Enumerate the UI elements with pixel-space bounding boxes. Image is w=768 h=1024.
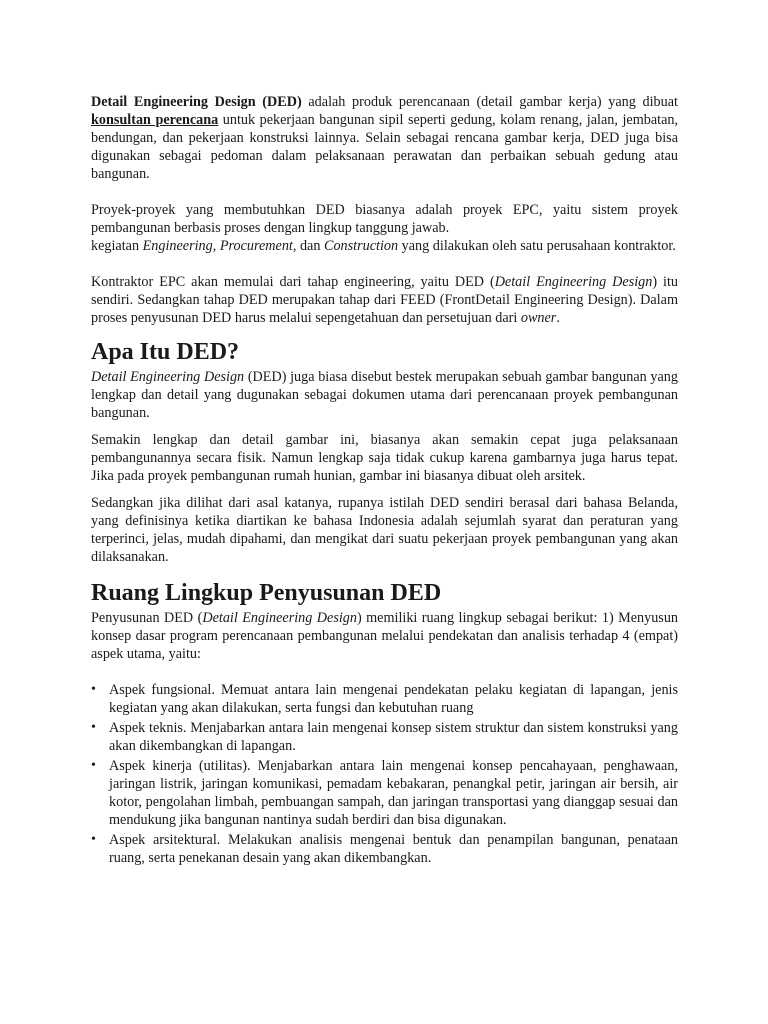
owner-term: owner <box>520 310 557 326</box>
apa-itu-p1-text: (DED) juga biasa disebut bestek merupakan sebuah gambar bangunan yang lengkap dan detail yang dugunakan sebagai dokumen utama dari perencanaan proyek pembangunan bangunan. <box>91 369 678 421</box>
heading-ruang-lingkup: Ruang Lingkup Penyusunan DED <box>91 580 442 606</box>
bullet-icon: • <box>91 720 96 735</box>
apa-itu-paragraph-1 <box>91 368 678 422</box>
aspek-list <box>91 681 678 867</box>
bullet-icon: • <box>91 758 96 773</box>
intro-p4-text-2: ) itu sendiri. Sedangkan tahap DED merupakan tahap dari FEED (FrontDetail Engineering Design). Dalam proses penyusunan DED harus melalui sepengetahuan dan persetujuan dari <box>91 274 678 326</box>
konsultan-perencana-link[interactable]: konsultan perencana <box>91 112 219 128</box>
apa-itu-paragraph-3: Sedangkan jika dilihat dari asal katanya, rupanya istilah DED sendiri berasal dari bahasa Belanda, yang definisinya ketika diartikan ke bahasa Indonesia adalah sejumlah syarat dan peraturan yang terperinci, jelas, mudah dipahami, dan mengikat dari suatu pekerjaan proyek pembangunan yang akan dilaksanakan. <box>91 495 678 565</box>
intro-p1-text-1: adalah produk perencanaan (detail gambar kerja) yang dibuat <box>301 94 678 110</box>
intro-p3-text-2: , <box>212 238 220 254</box>
intro-p3-text-1: kegiatan <box>91 238 143 254</box>
bullet-icon: • <box>91 682 96 697</box>
intro-paragraph-1 <box>91 93 678 183</box>
procurement-term: Procurement <box>219 238 293 254</box>
list-item <box>91 681 678 717</box>
list-item <box>91 831 678 867</box>
list-item <box>91 757 678 829</box>
list-item-text: Aspek teknis. Menjabarkan antara lain mengenai konsep sistem struktur dan sistem konstruksi yang akan dikembangkan di lapangan. <box>109 720 678 754</box>
intro-p3-text-3: , dan <box>292 238 324 254</box>
intro-p4-text-1: Kontraktor EPC akan memulai dari tahap engineering, yaitu DED ( <box>91 274 495 290</box>
list-item-text: Aspek fungsional. Memuat antara lain mengenai pendekatan pelaku kegiatan di lapangan, jenis kegiatan yang akan dilakukan, serta fungsi dan kebutuhan ruang <box>109 682 678 716</box>
intro-paragraph-2: Proyek-proyek yang membutuhkan DED biasanya adalah proyek EPC, yaitu sistem proyek pembangunan berbasis proses dengan lingkup tanggung jawab. <box>91 202 678 236</box>
bullet-icon: • <box>91 832 96 847</box>
heading-apa-itu-ded: Apa Itu DED? <box>91 339 240 365</box>
ded-term: Detail Engineering Design (DED) <box>91 94 302 110</box>
intro-p1-text-2: untuk pekerjaan bangunan sipil seperti gedung, kolam renang, jalan, jembatan, bendungan, dan pekerjaan konstruksi lainnya. Selain sebagai rencana gambar kerja, DED juga bisa digunakan sebagai pedoman dalam pelaksanaan perawatan dan perbaikan sebuah gedung atau bangunan. <box>91 112 679 182</box>
apa-itu-paragraph-2: Semakin lengkap dan detail gambar ini, biasanya akan semakin cepat juga pelaksanaan pembangunannya secara fisik. Namun lengkap saja tidak cukup karena gambarnya juga harus tepat. Jika pada proyek pembangunan rumah hunian, gambar ini biasanya dibuat oleh arsitek. <box>91 432 678 484</box>
intro-p3-text-4: yang dilakukan oleh satu perusahaan kontraktor. <box>398 238 676 254</box>
intro-paragraph-4 <box>91 273 678 327</box>
detail-engineering-design-term: Detail Engineering Design <box>91 369 245 385</box>
list-item <box>91 719 678 755</box>
ruang-p1-text-2: ) memiliki ruang lingkup sebagai berikut: 1) Menyusun konsep dasar program perencanaan pembangunan melalui pendekatan dan analisis terhadap 4 (empat) aspek utama, yaitu: <box>91 610 679 662</box>
list-item-text: Aspek arsitektural. Melakukan analisis mengenai bentuk dan penampilan bangunan, penataan ruang, serta penekanan desain yang akan dikembangkan. <box>109 832 678 866</box>
detail-engineering-design-term: Detail Engineering Design <box>494 274 653 290</box>
engineering-term: Engineering <box>142 238 213 254</box>
ruang-lingkup-paragraph <box>91 609 678 663</box>
intro-paragraph-3 <box>91 237 678 255</box>
intro-p4-text-3: . <box>556 310 560 326</box>
ruang-p1-text-1: Penyusunan DED ( <box>91 610 203 626</box>
construction-term: Construction <box>324 238 399 254</box>
detail-engineering-design-term: Detail Engineering Design <box>202 610 357 626</box>
list-item-text: Aspek kinerja (utilitas). Menjabarkan antara lain mengenai konsep pencahayaan, penghawaan, jaringan listrik, jaringan komunikasi, pemadam kebakaran, penangkal petir, jaringan air bersih, air kotor, pengolahan limbah, pembuangan sampah, dan jaringan transportasi yang dianggap sesuai dan mendukung jika bangunan nantinya sudah berdiri dan bisa digunakan. <box>109 758 678 828</box>
